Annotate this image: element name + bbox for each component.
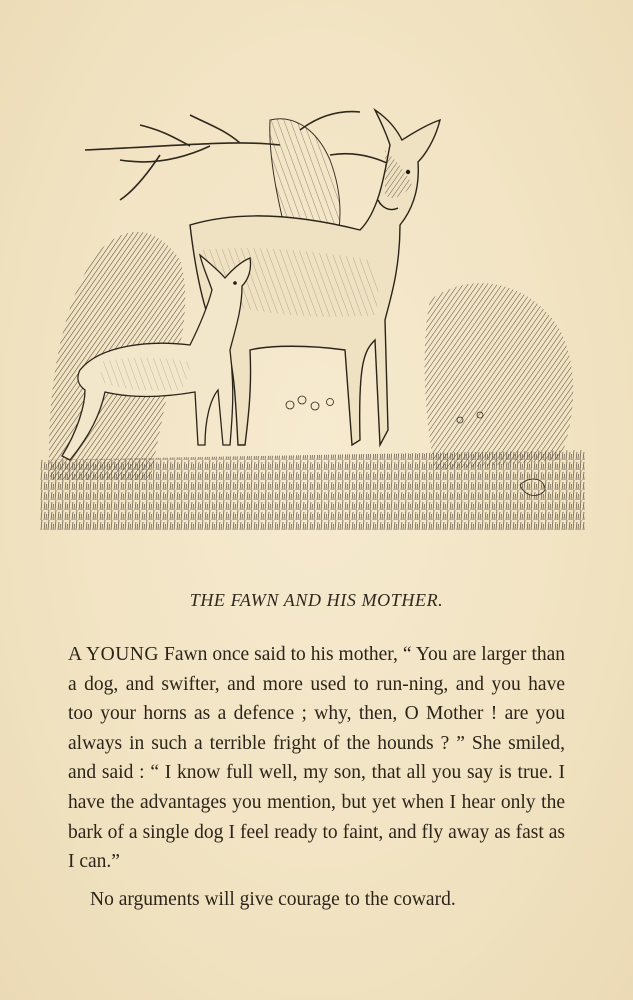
fable-text (68, 640, 565, 914)
ground-grass (40, 450, 585, 530)
right-bush (425, 283, 574, 470)
illustration-caption: THE FAWN AND HIS MOTHER. (189, 590, 444, 610)
lead-initial: A (68, 644, 82, 665)
story-paragraph (68, 640, 565, 877)
branches (85, 112, 410, 200)
deer-engraving-illustration (40, 100, 585, 535)
moral-line: No arguments will give courage to the coward. (90, 888, 456, 910)
story-body: Fawn once said to his mother, “ You are larger than a dog, and swifter, and more used to run-ning, and you have too your horns as a defence ; why, then, O Mother ! are you always in such a terrible fright of the hounds ? ” She smiled, and said : “ I know full well, my son, that all you say is true. I have the advantages you mention, but yet when I hear only the bark of a single dog I feel ready to faint, and fly away as fast as I can.” (68, 644, 566, 873)
lead-smallcaps: YOUNG (86, 644, 159, 665)
